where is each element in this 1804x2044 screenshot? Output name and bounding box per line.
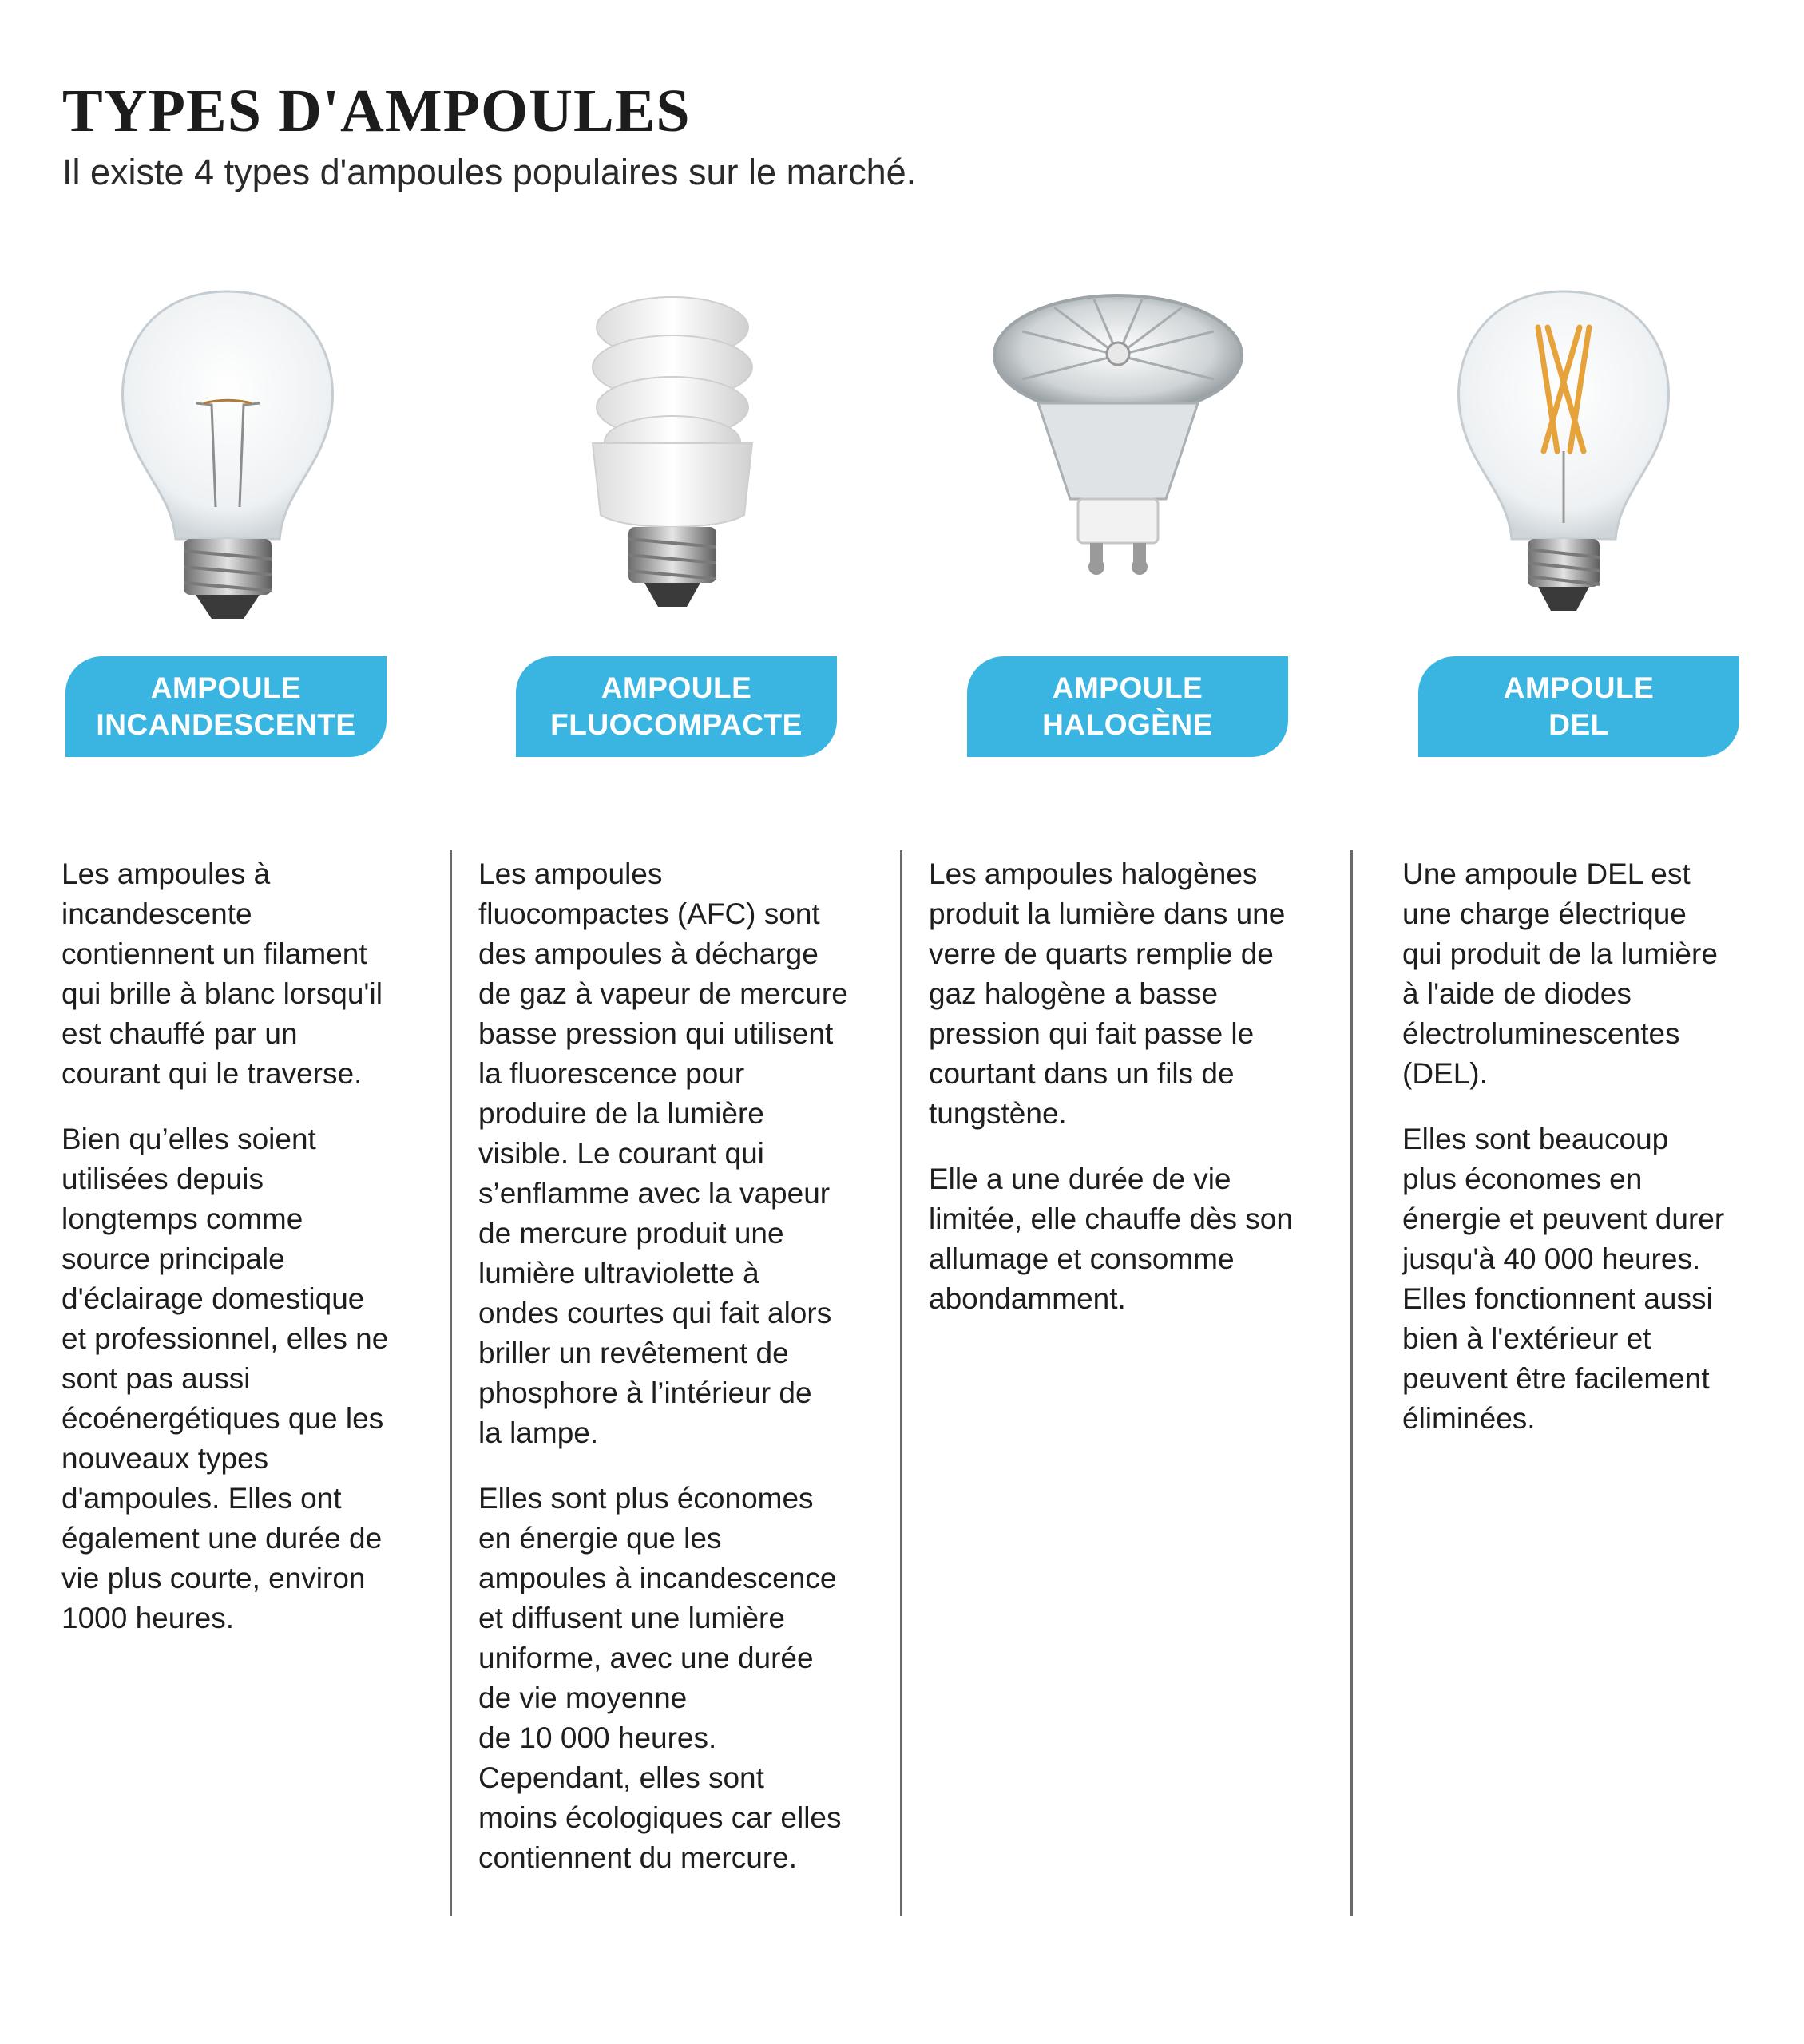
column-divider <box>1350 850 1353 1916</box>
description-fluocompact <box>478 854 850 1903</box>
page-title: TYPES D'AMPOULES <box>62 77 691 145</box>
led-bulb-image <box>1420 283 1707 635</box>
description-paragraph: Elles sont plus économes en énergie que les ampoules à incandescence et diffusent une lumière uniforme, avec une durée de vie moyenne de 10 000 heures. Cependant, elles sont moins écologiques car elles contiennent du mercure. <box>478 1482 842 1874</box>
description-paragraph: Les ampoules halogènes produit la lumière dans une verre de quarts remplie de gaz halogène a basse pression qui fait passe le courtant dans un fils de tungstène. <box>929 858 1286 1130</box>
description-paragraph: Les ampoules à incandescente contiennent un filament qui brille à blanc lorsqu'il est chauffé par un courant qui le traverse. <box>61 858 383 1090</box>
column-divider <box>900 850 902 1916</box>
description-incandescent <box>61 854 433 1664</box>
label-halogen: AMPOULE HALOGÈNE <box>967 656 1288 757</box>
halogen-bulb-image <box>974 283 1262 635</box>
label-led: AMPOULE DEL <box>1418 656 1739 757</box>
description-paragraph: Les ampoules fluocompactes (AFC) sont des ampoules à décharge de gaz à vapeur de mercure basse pression qui utilisent la fluorescence pour produire de la lumière visible. Le courant qui s’enflamme avec la vapeur de mercure produit une lumière ultraviolette à ondes courtes qui fait alors briller un revêtement de phosphore à l’intérieur de la lampe. <box>478 858 848 1449</box>
cfl-bulb-image <box>529 283 816 635</box>
incandescent-bulb-image <box>84 283 371 635</box>
label-fluocompact: AMPOULE FLUOCOMPACTE <box>516 656 837 757</box>
description-led <box>1402 854 1774 1464</box>
label-incandescent: AMPOULE INCANDESCENTE <box>65 656 387 757</box>
column-divider <box>450 850 452 1916</box>
description-halogen <box>929 854 1300 1345</box>
description-paragraph: Elle a une durée de vie limitée, elle chauffe dès son allumage et consomme abondamment. <box>929 1163 1293 1315</box>
page-subtitle: Il existe 4 types d'ampoules populaires sur le marché. <box>62 152 917 192</box>
description-paragraph: Une ampoule DEL est une charge électrique qui produit de la lumière à l'aide de diodes électroluminescentes (DEL). <box>1402 858 1718 1090</box>
description-paragraph: Elles sont beaucoup plus économes en énergie et peuvent durer jusqu'à 40 000 heures. Elles fonctionnent aussi bien à l'extérieur et peuvent être facilement éliminées. <box>1402 1123 1725 1435</box>
description-paragraph: Bien qu’elles soient utilisées depuis longtemps comme source principale d'éclairage domestique et professionnel, elles ne sont pas aussi écoénergétiques que les nouveaux types d'ampoules. Elles ont également une durée de vie plus courte, environ 1000 heures. <box>61 1123 389 1634</box>
